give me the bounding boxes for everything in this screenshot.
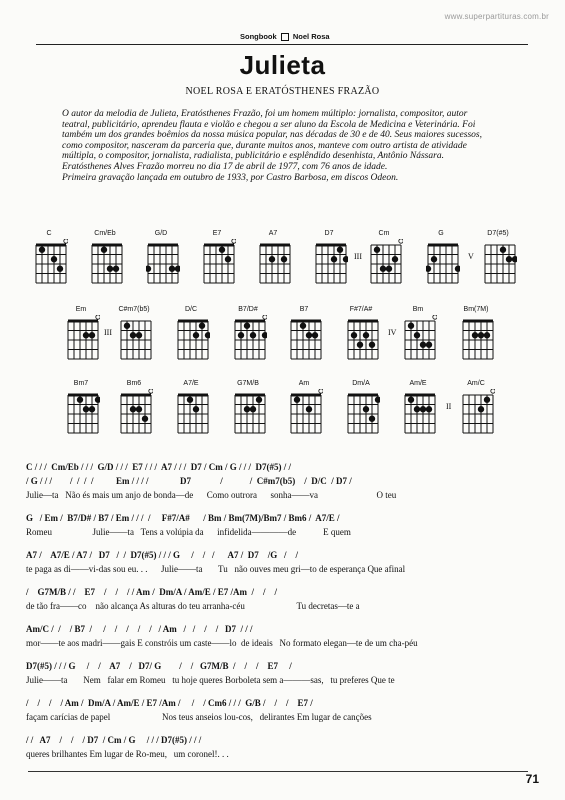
finger-dot [478,332,484,338]
fretboard-grid [289,315,323,361]
fretboard-grid [34,239,68,285]
finger-dot [375,397,380,403]
finger-dot [426,342,432,348]
finger-dot [369,416,375,422]
finger-dot [101,247,107,253]
chord-name: Bm [412,306,424,313]
open-string-marker [232,239,236,243]
finger-dot [83,406,89,412]
finger-dot [408,397,414,403]
lyric-line: Julie—ta Não és mais um anjo de bonda—de Como outrora sonha——va O teu [26,490,397,500]
chord-name: D7(#5) [487,230,509,237]
chord-name: B7/D# [238,306,258,313]
open-string-marker [399,239,403,243]
lyric-line: façam carícias de papel Nos teus anseios lou-cos, delirantes Em lugar de canções [26,712,372,722]
finger-dot [95,397,100,403]
fretboard-grid [66,389,100,435]
chord-line: G / Em / B7/D# / B7 / Em / / / / F#7/A# / Bm / Bm(7M)/Bm7 / Bm6 / A7/E / [26,513,340,523]
chord-line: D7(#5) / / / G / / A7 / D7/ G / / G7M/B / / / E7 / [26,661,292,671]
finger-dot [414,406,420,412]
open-string-marker [491,389,495,393]
finger-dot [306,406,312,412]
footer-rule [28,771,528,772]
finger-dot [408,323,414,329]
finger-dot [187,397,193,403]
finger-dot [294,397,300,403]
chord-name: G7M/B [237,380,259,387]
chord-name: G [438,230,444,237]
finger-dot [77,397,83,403]
fretboard-grid [346,389,380,435]
finger-dot [51,256,57,262]
chord-name: B7 [299,306,309,313]
song-title: Julieta [239,50,326,80]
finger-dot [89,406,95,412]
finger-dot [363,332,369,338]
fretboard-grid [233,389,267,435]
chord-line: A7 / A7/E / A7 / D7 / / D7(#5) / / / G / / / A7 / D7 /G / / [26,550,299,560]
chord-line: / G / / / / / / / Em / / / / D7 / / C#m7(b5) / D/C / D7 / [26,476,352,486]
finger-dot [500,247,506,253]
song-authors: NOEL ROSA E ERATÓSTHENES FRAZÃO [185,86,380,97]
finger-dot [250,332,256,338]
fret-position-label: III [354,252,362,261]
fretboard-grid [403,315,437,361]
finger-dot [250,406,256,412]
finger-dot [343,256,348,262]
chord-name: E7 [212,230,222,237]
open-string-marker [319,389,323,393]
finger-dot [420,406,426,412]
finger-dot [484,332,490,338]
lyric-line: Julie——ta Nem falar em Romeu tu hoje queres Borboleta sem a———sas, tu preferes Que te [26,675,395,685]
finger-dot [374,247,380,253]
chord-name: Bm7 [73,380,89,387]
fretboard-grid [119,389,153,435]
fretboard-grid [426,239,460,285]
finger-dot [380,266,386,272]
chord-name: A7 [268,230,278,237]
finger-dot [426,406,432,412]
fretboard-grid [119,315,153,361]
chord-name: C#m7(b5) [118,306,150,313]
finger-dot [57,266,63,272]
finger-dot [136,332,142,338]
header-rule [36,44,528,45]
finger-dot [113,266,119,272]
finger-dot [281,256,287,262]
finger-dot [244,323,250,329]
fretboard-grid [403,389,437,435]
fretboard-grid [66,315,100,361]
finger-dot [262,332,267,338]
open-string-marker [149,389,153,393]
watermark: www.superpartituras.com.br [444,12,549,21]
chord-name: A7/E [183,380,199,387]
book-label: Songbook [240,32,277,41]
fret-position-label: V [468,252,474,261]
finger-dot [83,332,89,338]
fretboard-grid [202,239,236,285]
finger-dot [392,256,398,262]
finger-dot [472,332,478,338]
open-string-marker [96,315,100,319]
chord-name: D/C [184,306,198,313]
finger-dot [420,342,426,348]
finger-dot [351,332,357,338]
fret-position-label: IV [388,328,397,337]
finger-dot [386,266,392,272]
chord-name: Am/E [409,380,427,387]
finger-dot [39,247,45,253]
finger-dot [89,332,95,338]
fretboard-grid [176,389,210,435]
finger-dot [169,266,175,272]
finger-dot [431,256,437,262]
running-header [240,32,330,41]
fretboard-grid [461,389,495,435]
fretboard-grid [483,239,517,285]
finger-dot [146,266,151,272]
page-number: 71 [525,772,539,786]
finger-dot [136,406,142,412]
finger-dot [478,406,484,412]
finger-dot [369,342,375,348]
fretboard-grid [346,315,380,361]
intro-paragraph: O autor da melodia de Julieta, Eratósthenes Frazão, foi um homem múltiplo: jornalista, compositor, autor teatral, publicitário, aprendeu flauta e violão e chegou a ser aluno da Escola de Medicina e Veterinária. Foi também um dos grandes boêmios da nossa música popular, nas décadas de 30 e de 40. Seus maiores sucessos, como compositor, nasceram da parceria que, durante muitos anos, manteve com outro artista de atividade múltipla, o compositor, jornalista, radialista, publicitário e esplêndido desenhista, Antônio Nássara. Eratósthenes Alves Frazão morreu no dia 17 de abril de 1977, com 76 anos de idade. [62,109,482,172]
fretboard-grid [289,389,323,435]
chord-name: Am [298,380,310,387]
chord-line: / G7M/B / / E7 / / / / Am / Dm/A / Am/E / E7 /Am / / / [26,587,278,597]
chord-name: Em [75,306,87,313]
chord-line: Am/C / / / B7 / / / / / / / Am / / / / D7 / / / [26,624,253,634]
chord-name: Cm/Eb [94,230,116,237]
intro-recording-note: Primeira gravação lançada em outubro de 1933, por Castro Barbosa, em discos Odeon. [62,172,399,183]
finger-dot [225,256,231,262]
finger-dot [363,406,369,412]
chord-name: G/D [154,230,168,237]
chord-line: / / / / Am / Dm/A / Am/E / E7 /Am / / / Cm6 / / / G/B / / / E7 / [26,698,313,708]
chord-name: Bm(7M) [463,306,489,313]
open-string-marker [263,315,267,319]
finger-dot [484,397,490,403]
finger-dot [455,266,460,272]
finger-dot [130,406,136,412]
finger-dot [506,256,512,262]
finger-dot [130,332,136,338]
fret-position-label: III [104,328,112,337]
finger-dot [238,332,244,338]
lyric-line: queres brilhantes Em lugar de Ro-meu, um coronel!. . . [26,749,229,759]
lyric-line: de tão fra——co não alcança As alturas do teu arranha-céu Tu decretas—te a [26,601,360,611]
fretboard-grid [146,239,180,285]
finger-dot [219,247,225,253]
chord-name: C [46,230,52,237]
finger-dot [300,323,306,329]
intro-text [62,109,482,183]
fretboard-grid [258,239,292,285]
lyric-line: mor——te aos madri——gais E constróis um caste——lo de ideais No formato elegan—te de um cha-péu [26,638,418,648]
finger-dot [331,256,337,262]
square-separator-icon [281,33,289,41]
finger-dot [357,342,363,348]
fretboard-grid [90,239,124,285]
fretboard-grid [369,239,403,285]
finger-dot [199,323,205,329]
lyric-line: Romeu Julie——ta Tens a volúpia da infidelida————de E quem [26,527,351,537]
artist-label: Noel Rosa [292,32,330,41]
finger-dot [205,332,210,338]
finger-dot [193,406,199,412]
chord-line: / / A7 / / / D7 / Cm / G / / / D7(#5) / / / [26,735,202,745]
lyric-line: te paga as di——vi-das sou eu. . . Julie——ta Tu não ouves meu gri—to de esperança Que afinal [26,564,406,574]
open-string-marker [433,315,437,319]
fretboard-grid [461,315,495,361]
fret-position-label: II [446,402,452,411]
chord-name: Cm [378,230,390,237]
chord-name: D7 [324,230,334,237]
finger-dot [124,323,130,329]
fretboard-grid [233,315,267,361]
finger-dot [312,332,318,338]
open-string-marker [64,239,68,243]
finger-dot [414,332,420,338]
fretboard-grid [176,315,210,361]
finger-dot [142,416,148,422]
finger-dot [306,332,312,338]
finger-dot [426,266,431,272]
chord-name: Bm6 [126,380,142,387]
chord-name: Am/C [467,380,485,387]
fretboard-grid [314,239,348,285]
finger-dot [244,406,250,412]
finger-dot [193,332,199,338]
finger-dot [107,266,113,272]
chord-name: Dm/A [352,380,370,387]
finger-dot [269,256,275,262]
finger-dot [256,397,262,403]
finger-dot [512,256,517,262]
finger-dot [337,247,343,253]
finger-dot [175,266,180,272]
chord-line: C / / / Cm/Eb / / / G/D / / / E7 / / / A7 / / / D7 / Cm / G / / / D7(#5) / / [26,462,292,472]
chord-name: F#7/A# [349,306,373,313]
